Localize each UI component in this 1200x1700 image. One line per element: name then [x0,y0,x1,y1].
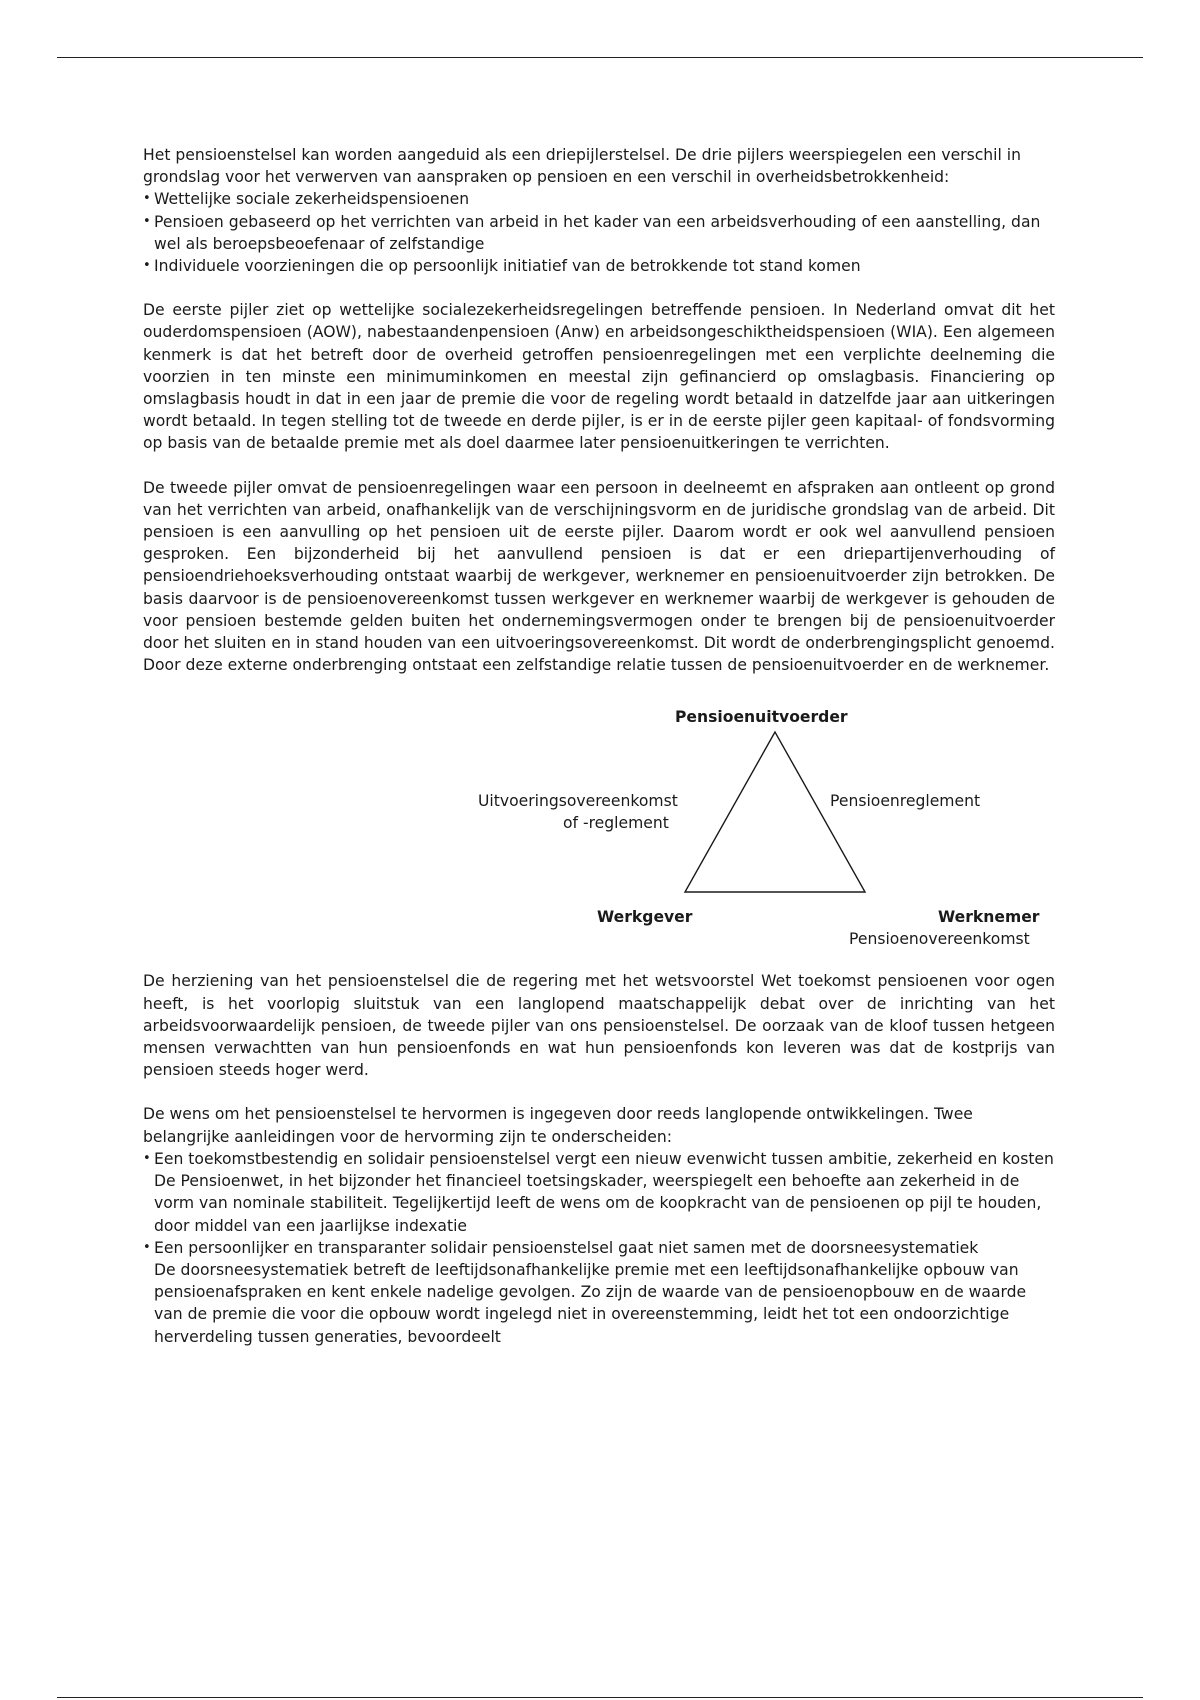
reason-title: • Een toekomstbestendig en solidair pensioenstelsel vergt een nieuw evenwicht tussen ambitie, zekerheid en kosten [154,1149,1054,1168]
label-pensioenovereenkomst: Pensioenovereenkomst [849,930,1030,949]
reasons-intro: De wens om het pensioenstelsel te hervormen is ingegeven door reeds langlopende ontwikkelingen. Twee belangrijke aanleidingen voor de hervorming zijn te onderscheiden: [143,1105,973,1146]
pension-triangle-diagram [143,676,1055,970]
reason-title: • Een persoonlijker en transparanter solidair pensioenstelsel gaat niet samen met de doorsneesystematiek [154,1238,979,1257]
label-pensioenuitvoerder: Pensioenuitvoerder [675,708,848,727]
label-werkgever: Werkgever [597,908,693,927]
label-uitvoeringsovereenkomst: Uitvoeringsovereenkomst [478,792,678,811]
reason-body: De Pensioenwet, in het bijzonder het financieel toetsingskader, weerspiegelt een behoefte aan zekerheid in de vorm van nominale stabiliteit. Tegelijkertijd leeft de wens om de koopkracht van de pensioenen op pijl te houden, door middel van een jaarlijkse indexatie [154,1172,1042,1235]
header-rule [57,57,1143,58]
spacer [143,277,1055,299]
spacer [143,1081,1055,1103]
pillar-list [143,188,1055,277]
page-content [143,144,1055,1348]
paragraph-reform: De herziening van het pensioenstelsel die de regering met het wetsvoorstel Wet toekomst pensioenen voor ogen heeft, is het voorlopig sluitstuk van een langlopend maatschappelijk debat over de inrichting van het arbeidsvoorwaardelijk pensioen, de tweede pijler van ons pensioenstelsel. De oorzaak van de kloof tussen hetgeen mensen verwachtten van hun pensioenfonds en wat hun pensioenfonds kon leveren was dat de kostprijs van pensioen steeds hoger werd. [143,972,1055,1080]
list-item: • Individuele voorzieningen die op persoonlijk initiatief van de betrokkende tot stand komen [143,255,1055,277]
footer-rule [57,1697,1143,1698]
label-of-reglement: of -reglement [563,814,669,833]
spacer [143,455,1055,477]
list-item [143,1237,1055,1348]
label-pensioenreglement: Pensioenreglement [830,792,981,811]
intro-paragraph: Het pensioenstelsel kan worden aangeduid als een driepijlerstelsel. De drie pijlers weerspiegelen een verschil in grondslag voor het verwerven van aanspraken op pensioen en een verschil in overheidsbetrokkenheid: [143,146,1022,187]
list-item: • Wettelijke sociale zekerheidspensioenen [143,188,1055,210]
paragraph-first-pillar: De eerste pijler ziet op wettelijke socialezekerheidsregelingen betreffende pensioen. In Nederland omvat dit het ouderdomspensioen (AOW), nabestaandenpensioen (Anw) en arbeidsongeschiktheidspensioen (WIA). Een algemeen kenmerk is dat het betreft door de overheid getroffen pensioenregelingen met een verplichte deelneming die voorzien in ten minste een minimuminkomen en meestal zijn gefinancierd op omslagbasis. Financiering op omslagbasis houdt in dat in een jaar de premie die voor de regeling wordt betaald in datzelfde jaar aan uitkeringen wordt betaald. In tegen stelling tot de tweede en derde pijler, is er in de eerste pijler geen kapitaal- of fondsvorming op basis van de betaalde premie met als doel daarmee later pensioenuitkeringen te verrichten. [143,301,1055,453]
reasons-list [143,1148,1055,1348]
paragraph-second-pillar: De tweede pijler omvat de pensioenregelingen waar een persoon in deelneemt en afspraken aan ontleent op grond van het verrichten van arbeid, onafhankelijk van de verschijningsvorm en de juridische grondslag van de arbeid. Dit pensioen is een aanvulling op het pensioen uit de eerste pijler. Daarom wordt er ook wel aanvullend pensioen gesproken. Een bijzonderheid bij het aanvullend pensioen is dat er een driepartijenverhouding of pensioendriehoeksverhouding ontstaat waarbij de werkgever, werknemer en pensioenuitvoerder zijn betrokken. De basis daarvoor is de pensioenovereenkomst tussen werkgever en werknemer waarbij de werkgever is gehouden de voor pensioen bestemde gelden buiten het ondernemingsvermogen onder te brengen bij de pensioenuitvoerder door het sluiten en in stand houden van een uitvoeringsovereenkomst. Dit wordt de onderbrengingsplicht genoemd. Door deze externe onderbrenging ontstaat een zelfstandige relatie tussen de pensioenuitvoerder en de werknemer. [143,478,1055,675]
triangle-shape [685,732,865,892]
list-item [143,1148,1055,1237]
label-werknemer: Werknemer [938,908,1040,927]
reason-body: De doorsneesystematiek betreft de leeftijdsonafhankelijke premie met een leeftijdsonafhankelijke opbouw van pensioenafspraken en kent enkele nadelige gevolgen. Zo zijn de waarde van de pensioenopbouw en de waarde van de premie die voor die opbouw wordt ingelegd niet in overeenstemming, leidt het tot een ondoorzichtige herverdeling tussen generaties, bevoordeelt [154,1260,1027,1346]
list-item: • Pensioen gebaseerd op het verrichten van arbeid in het kader van een arbeidsverhouding of een aanstelling, dan wel als beroepsbeoefenaar of zelfstandige [143,211,1055,255]
